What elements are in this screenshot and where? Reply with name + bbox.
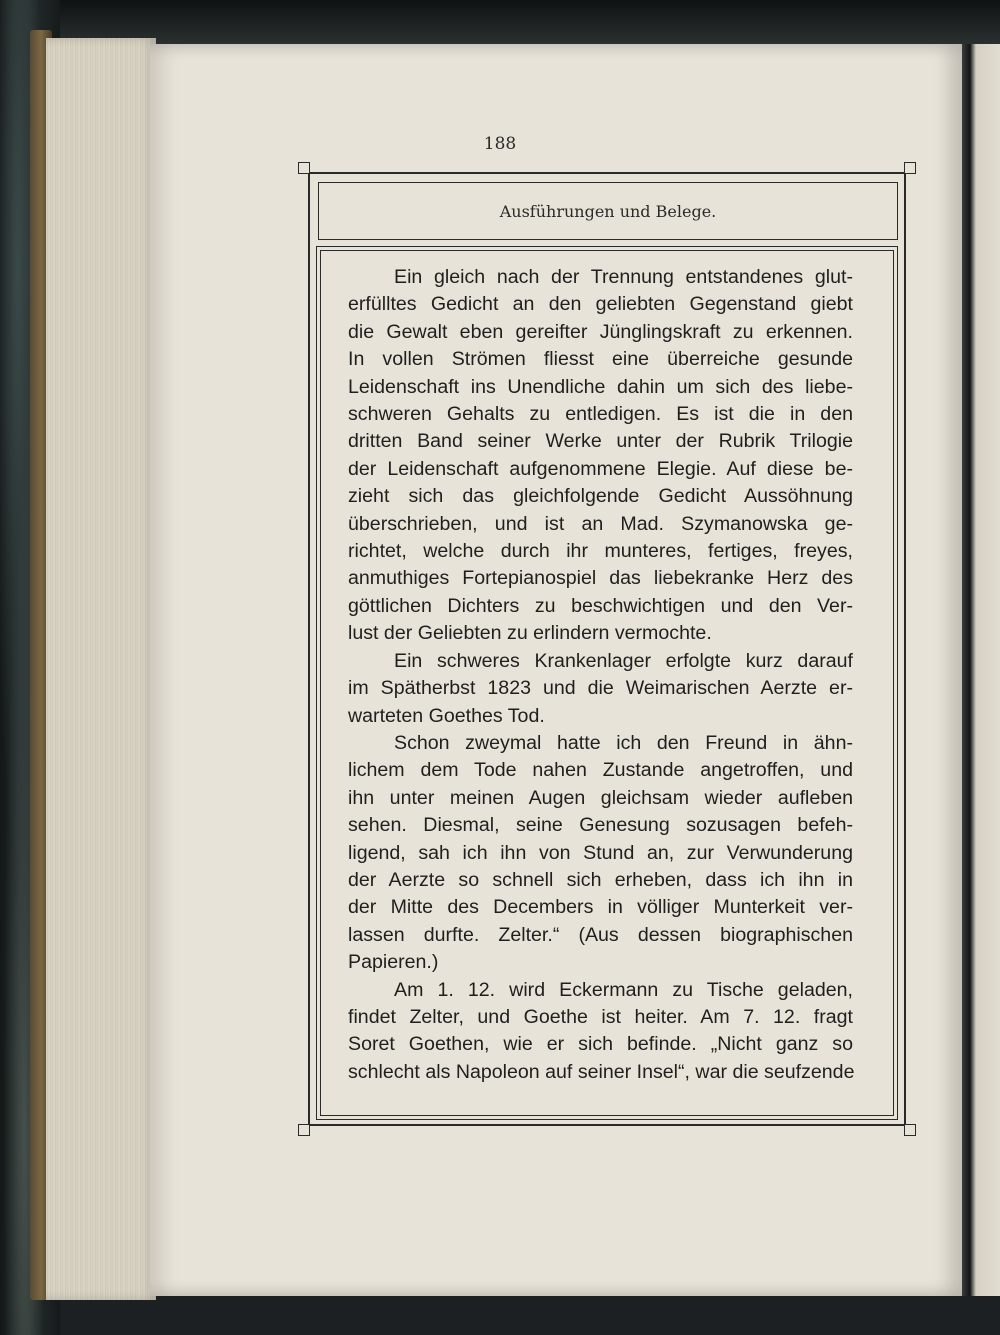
text-line: ligend, sah ich ihn von Stund an, zur Verwunderung [348,841,853,864]
text-line: der Mitte des Decembers in völliger Munterkeit ver- [348,896,853,919]
text-line: Soret Goethen, wie er sich befinde. „Nicht ganz so [348,1033,853,1056]
page-stack-edges [46,38,156,1300]
next-page-edge [962,44,1000,1296]
text-line: anmuthiges Fortepianospiel das liebekranke Herz des [348,567,853,590]
text-line: im Spätherbst 1823 und die Weimarischen Aerzte er- [348,677,853,700]
paragraph [348,730,853,977]
text-line: findet Zelter, und Goethe ist heiter. Am 7. 12. fragt [348,1005,853,1028]
text-line: sehen. Diesmal, seine Genesung sozusagen befeh- [348,814,853,837]
text-line: Am 1. 12. wird Eckermann zu Tische geladen, [394,978,853,1001]
text-line: schweren Gehalts zu entledigen. Es ist die in den [348,403,853,426]
text-line: Schon zweymal hatte ich den Freund in ähn- [394,731,853,754]
text-line: warteten Goethes Tod. [348,704,545,727]
text-line: lassen durfte. Zelter.“ (Aus dessen biographischen [348,923,853,946]
paragraph [348,264,853,648]
running-header: Ausführungen und Belege. [499,202,717,221]
text-line: schlecht als Napoleon auf seiner Insel“, war die seufzende [348,1060,855,1083]
text-line: In vollen Strömen fliesst eine überreiche gesunde [348,348,853,371]
frame-corner-bottom-right [904,1124,916,1136]
body-text [348,264,853,1086]
text-line: lichem dem Tode nahen Zustande angetroffen, und [348,759,853,782]
frame-corner-bottom-left [298,1124,310,1136]
text-line: der Aerzte so schnell sich erheben, dass ich ihn in [348,868,853,891]
text-line: richtet, welche durch ihr munteres, fertiges, freyes, [348,540,853,563]
text-line: dritten Band seiner Werke unter der Rubrik Trilogie [348,430,853,453]
frame-corner-top-right [904,162,916,174]
page-number: 188 [483,134,517,154]
binding-shadow [60,0,1000,44]
text-line: ihn unter meinen Augen gleichsam wieder aufleben [348,786,853,809]
text-line: Leidenschaft ins Unendliche dahin um sich des liebe- [348,375,853,398]
text-line: Papieren.) [348,951,439,974]
text-line: überschrieben, und ist an Mad. Szymanowska ge- [348,512,853,535]
frame-corner-top-left [298,162,310,174]
text-line: zieht sich das gleichfolgende Gedicht Aussöhnung [348,485,853,508]
text-line: göttlichen Dichters zu beschwichtigen und den Ver- [348,594,853,617]
text-line: lust der Geliebten zu erlindern vermochte. [348,622,712,645]
text-line: die Gewalt eben gereifter Jünglingskraft zu erkennen. [348,320,853,343]
paragraph [348,648,853,730]
text-line: Ein gleich nach der Trennung entstandenes glut- [394,266,853,288]
text-line: Ein schweres Krankenlager erfolgte kurz darauf [394,649,853,672]
text-line: erfülltes Gedicht an den geliebten Gegenstand giebt [348,293,853,316]
paragraph [348,977,853,1087]
text-line: der Leidenschaft aufgenommene Elegie. Auf diese be- [348,457,853,480]
